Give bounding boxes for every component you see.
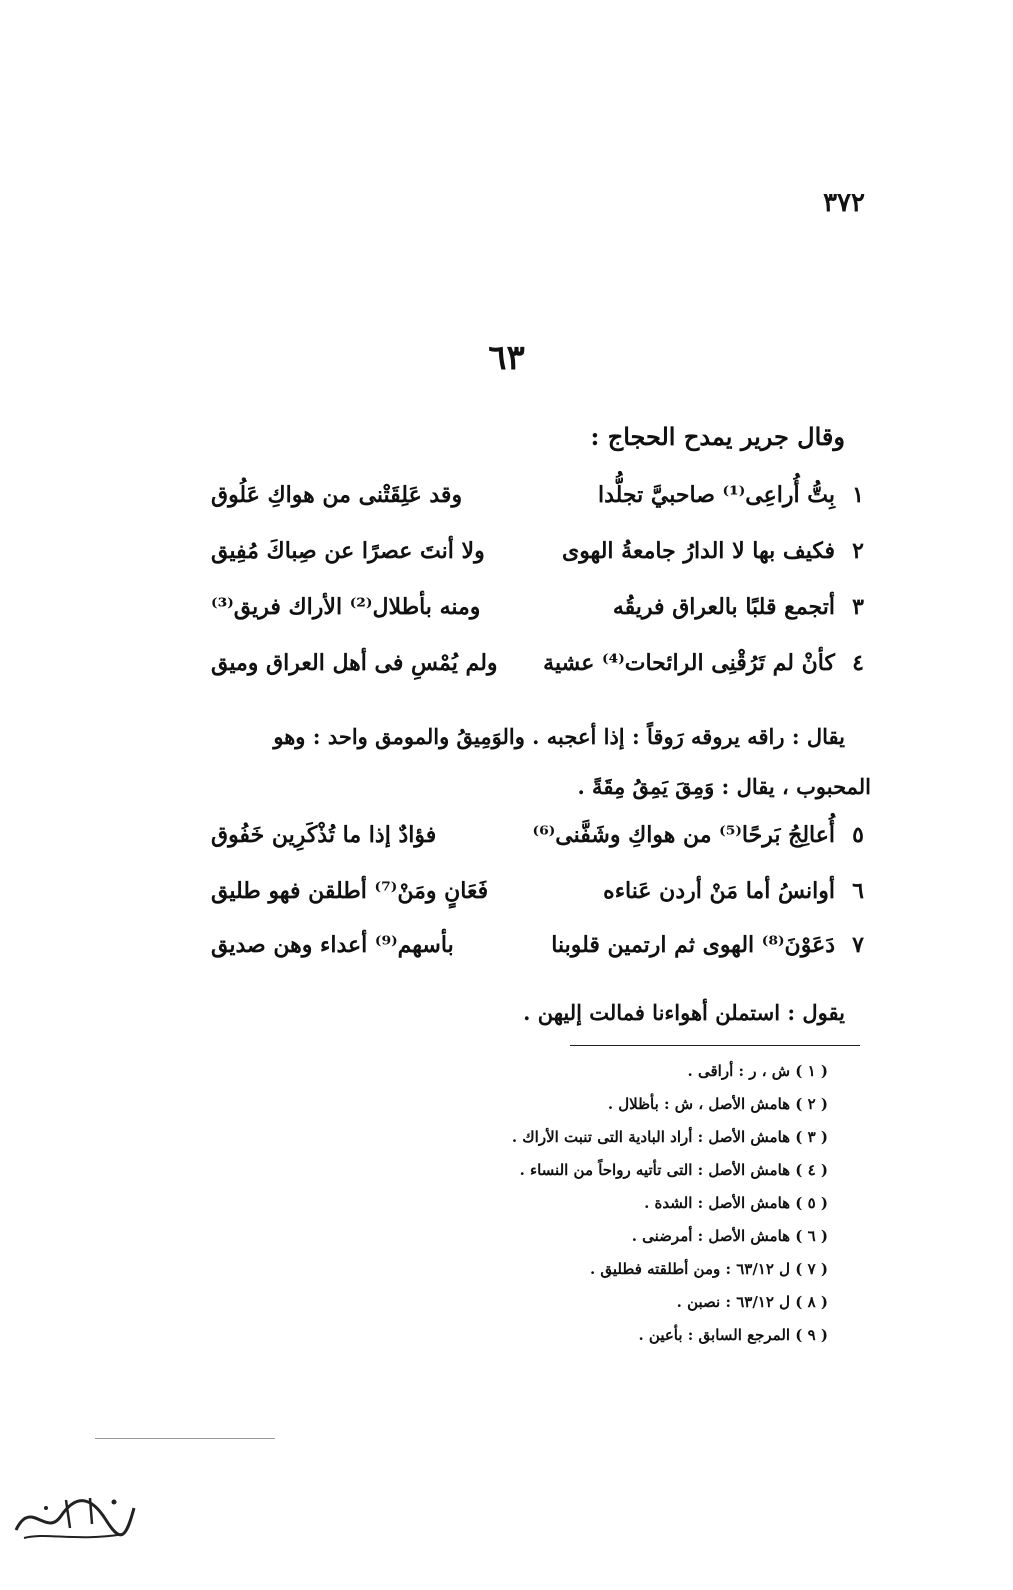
poem-number: ٦٣ (488, 338, 525, 378)
footnote: ( ٢ ) هامش الأصل ، ش : بأظلال . (607, 1095, 828, 1113)
footnote: ( ١ ) ش ، ر : أراقى . (687, 1062, 828, 1080)
verse-second-hemistich: فَعَانٍ ومَنْ⁽⁷⁾ أطلقن فهو طليق (211, 878, 489, 904)
poem-intro: وقال جرير يمدح الحجاج : (590, 422, 845, 451)
footnote: ( ٥ ) هامش الأصل : الشدة . (644, 1194, 828, 1212)
verse-first-hemistich: أتجمع قلبًا بالعراق فريقُه (612, 594, 835, 620)
commentary-block (211, 712, 871, 812)
verse-first-hemistich: بِتُّ أُراعِى⁽¹⁾ صاحبيَّ تجلُّدا (598, 482, 835, 508)
commentary-line: يقول : استملن أهواءنا فمالت إليهن . (523, 1000, 845, 1025)
footnote: ( ٨ ) ل ٦٣/١٢ : نصبن . (676, 1293, 828, 1311)
verse-first-hemistich: أوانسُ أما مَنْ أردن عَناءه (603, 878, 835, 904)
verse-line (211, 538, 871, 578)
verse-second-hemistich: ولا أنتَ عصرًا عن صِباكَ مُفِيق (211, 538, 485, 564)
verse-number: ٥ (852, 822, 864, 848)
verse-second-hemistich: وقد عَلِقَتْنى من هواكِ عَلُوق (211, 482, 463, 508)
verse-number: ٦ (852, 878, 864, 904)
commentary-block (211, 988, 871, 1038)
verse-line (211, 822, 871, 862)
verse-line (211, 650, 871, 690)
footnote: ( ٩ ) المرجع السابق : بأعين . (638, 1326, 828, 1344)
verse-number: ٤ (852, 650, 864, 676)
verse-line (211, 932, 871, 972)
footnote: ( ٣ ) هامش الأصل : أراد البادية التى تنبت الأراك . (511, 1128, 828, 1146)
page-number: ٣٧٢ (823, 188, 865, 218)
verse-second-hemistich: ولم يُمْسِ فى أهل العراق وميق (211, 650, 498, 676)
verse-first-hemistich: فكيف بها لا الدارُ جامعةُ الهوى (561, 538, 835, 564)
bottom-rule (95, 1438, 275, 1439)
verse-second-hemistich: بأسهم⁽⁹⁾ أعداء وهن صديق (211, 932, 454, 958)
commentary-line: المحبوب ، يقال : وَمِقَ يَمِقُ مِقَةً . (577, 774, 871, 799)
verse-line (211, 482, 871, 522)
verse-first-hemistich: أُعالِجُ بَرحًا⁽⁵⁾ من هواكِ وشَفَّنى⁽⁶⁾ (532, 822, 835, 848)
footnote-separator (570, 1045, 860, 1046)
footnotes (328, 1055, 828, 1352)
verse-line (211, 594, 871, 634)
verse-number: ٧ (852, 932, 864, 958)
footnote: ( ٧ ) ل ٦٣/١٢ : ومن أطلقته فطليق . (589, 1260, 828, 1278)
verse-first-hemistich: دَعَوْنَ⁽⁸⁾ الهوى ثم ارتمين قلوبنا (551, 932, 835, 958)
footnote: ( ٦ ) هامش الأصل : أمرضنى . (631, 1227, 828, 1245)
calligraphy-stamp-icon (6, 1488, 141, 1548)
verse-second-hemistich: فؤادٌ إذا ما تُذْكَرِين خَفُوق (211, 822, 437, 848)
verse-number: ١ (852, 482, 864, 508)
verse-number: ٢ (852, 538, 864, 564)
verse-first-hemistich: كأنْ لم تَرُقْنِى الرائحات⁽⁴⁾ عشية (543, 650, 835, 676)
verse-number: ٣ (852, 594, 864, 620)
verse-second-hemistich: ومنه بأطلال⁽²⁾ الأراك فريق⁽³⁾ (211, 594, 481, 620)
verse-line (211, 878, 871, 918)
commentary-line: يقال : راقه يروقه رَوقاً : إذا أعجبه . والوَمِيقُ والمومق واحد : وهو (273, 724, 845, 749)
footnote: ( ٤ ) هامش الأصل : التى تأتيه رواحاً من النساء . (519, 1161, 828, 1179)
